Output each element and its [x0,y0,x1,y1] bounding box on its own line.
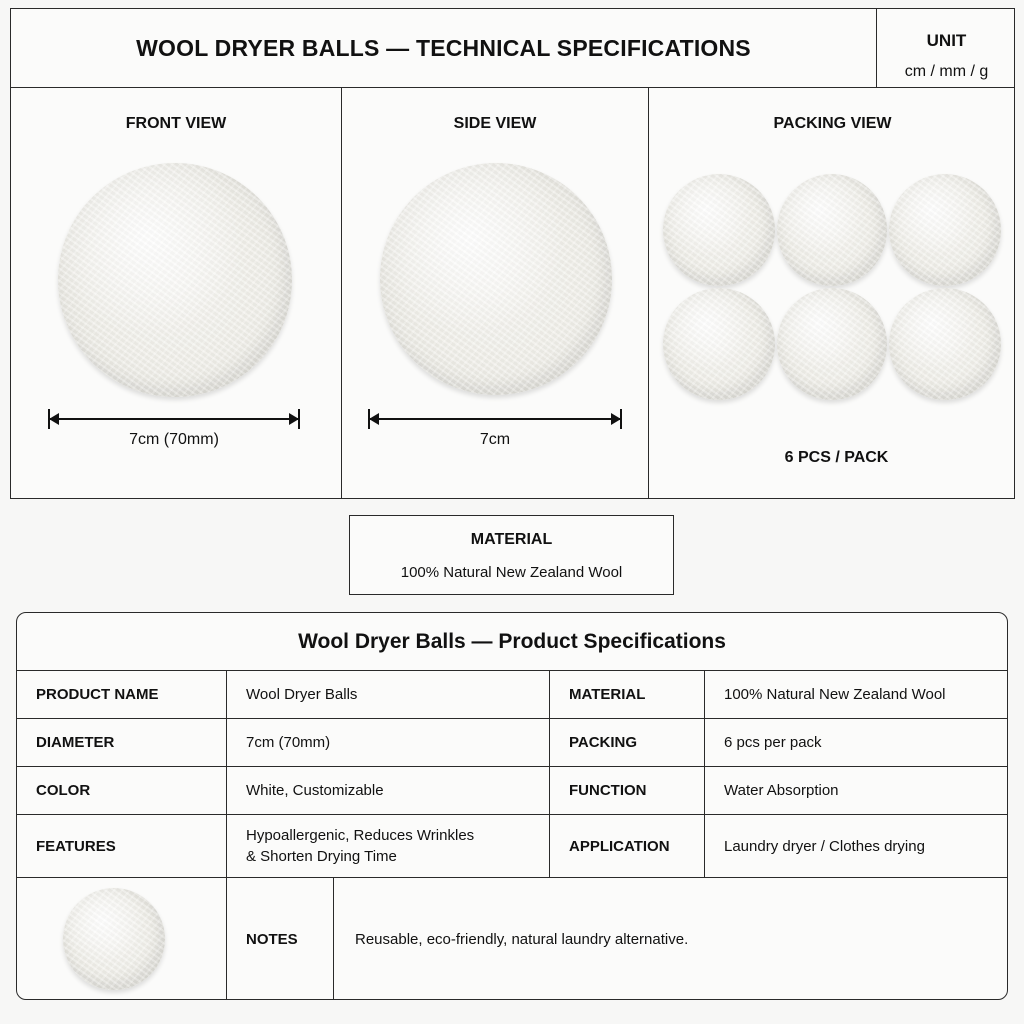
front-dimension-arrow [49,418,299,420]
table-row [17,719,1007,767]
material-label: MATERIAL [470,531,553,548]
packing-view-title: PACKING VIEW [773,115,892,132]
table-row [17,815,1007,878]
side-view-title: SIDE VIEW [453,115,537,132]
packing-ball-image [663,288,775,400]
pack-count-label: 6 PCS / PACK [784,449,889,466]
spec-value: 100% Natural New Zealand Wool [704,671,1008,718]
material-value: 100% Natural New Zealand Wool [400,564,623,581]
side-view-ball-image [380,163,612,395]
spec-sheet-header [10,8,1015,88]
product-thumbnail-ball-image [63,888,165,990]
spec-value: Laundry dryer / Clothes drying [704,815,1008,877]
packing-view-panel [648,88,1016,498]
spec-value-line: Hypoallergenic, Reduces Wrinkles [246,827,475,844]
spec-value: 7cm (70mm) [226,719,549,766]
front-view-panel [11,88,341,498]
spec-table-title: Wool Dryer Balls — Product Specifications [17,613,1007,671]
table-row [17,671,1007,719]
spec-key: MATERIAL [549,671,704,718]
side-dimension-arrow [369,418,621,420]
spec-value: Wool Dryer Balls [226,671,549,718]
unit-label: UNIT [926,31,967,50]
packing-ball-image [889,288,1001,400]
spec-key: FUNCTION [549,767,704,814]
spec-value-line: & Shorten Drying Time [246,848,397,865]
spec-key: DIAMETER [36,734,115,751]
spec-key: FEATURES [36,837,116,855]
unit-value: cm / mm / g [904,63,989,80]
spec-key: COLOR [36,782,91,799]
page-title: WOOL DRYER BALLS — TECHNICAL SPECIFICATIONS [136,34,751,61]
front-dimension-label: 7cm (70mm) [129,431,219,448]
packing-ball-image [663,174,775,286]
front-view-ball-image [58,163,292,397]
spec-key: APPLICATION [549,815,704,877]
spec-value: Water Absorption [704,767,1008,814]
spec-value: 6 pcs per pack [704,719,1008,766]
spec-key: PRODUCT NAME [36,686,159,703]
spec-value: White, Customizable [226,767,549,814]
packing-ball-image [777,174,887,286]
notes-label: NOTES [226,878,333,1000]
spec-value [226,815,549,877]
front-view-title: FRONT VIEW [125,115,227,132]
packing-ball-image [777,288,887,400]
side-view-panel [341,88,648,498]
material-box [349,515,674,595]
spec-table [16,612,1008,1000]
spec-key: PACKING [549,719,704,766]
packing-ball-image [889,174,1001,286]
views-panel [10,88,1015,499]
table-row [17,767,1007,815]
dimension-tick-right [620,409,622,429]
notes-row [17,878,1007,1000]
notes-value: Reusable, eco-friendly, natural laundry alternative. [333,878,1008,1000]
notes-image-cell [17,878,226,1000]
side-dimension-label: 7cm [479,431,511,448]
unit-box [876,9,1016,87]
dimension-tick-right [298,409,300,429]
